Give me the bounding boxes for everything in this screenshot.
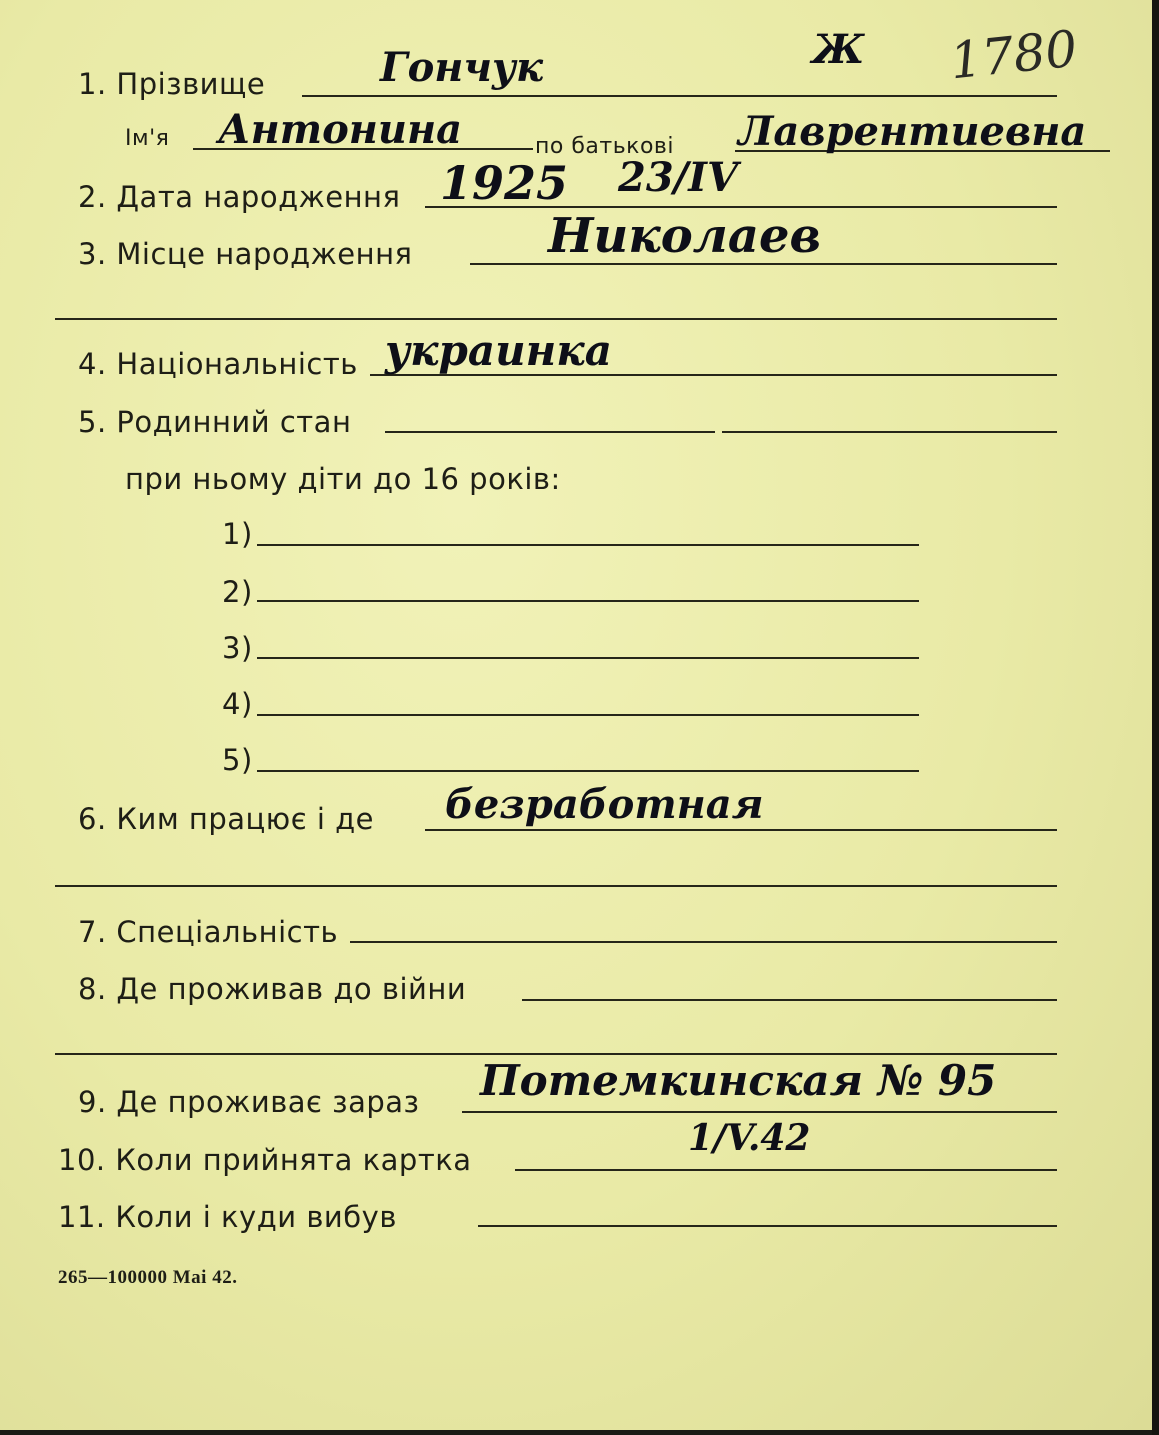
handwritten-corner-letter: Ж — [812, 26, 865, 73]
child-item-3: 3) — [222, 631, 253, 665]
departure-line — [478, 1225, 1057, 1227]
surname-line — [302, 95, 1057, 97]
child-line-2 — [257, 600, 919, 602]
child-item-5: 5) — [222, 743, 253, 777]
card-accepted-line — [515, 1169, 1057, 1171]
occupation-label: 6. Ким працює і де — [78, 802, 375, 836]
nationality-label: 4. Національність — [78, 347, 358, 381]
current-residence-line — [462, 1111, 1057, 1113]
handwritten-current-address: Потемкинская № 95 — [480, 1056, 997, 1105]
scan-edge — [1152, 0, 1159, 1435]
birthplace-continuation-line — [55, 318, 1057, 320]
prewar-residence-continuation-line — [55, 1053, 1057, 1055]
surname-label: 1. Прізвище — [78, 67, 266, 101]
child-line-4 — [257, 714, 919, 716]
handwritten-birth-year: 1925 — [440, 156, 569, 210]
children-label: при ньому діти до 16 років: — [125, 462, 561, 496]
patronymic-label: по батькові — [535, 134, 674, 159]
handwritten-nationality: украинка — [385, 326, 612, 375]
child-line-3 — [257, 657, 919, 659]
departure-label: 11. Коли і куди вибув — [58, 1200, 397, 1234]
handwritten-card-accepted: 1/V.42 — [688, 1117, 811, 1159]
handwritten-first-name: Антонина — [218, 106, 463, 153]
marital-status-line-a — [385, 431, 715, 433]
occupation-continuation-line — [55, 885, 1057, 887]
handwritten-patronymic: Лаврентиевна — [738, 108, 1087, 155]
child-item-1: 1) — [222, 517, 253, 551]
occupation-line — [425, 829, 1057, 831]
marital-status-label: 5. Родинний стан — [78, 405, 352, 439]
handwritten-occupation: безработная — [445, 781, 764, 828]
handwritten-birthplace: Николаев — [548, 208, 822, 264]
handwritten-birth-date: 23/IV — [618, 154, 739, 201]
child-line-1 — [257, 544, 919, 546]
marital-status-line-b — [722, 431, 1057, 433]
print-run-footer: 265—100000 Mai 42. — [58, 1267, 238, 1288]
handwritten-surname: Гончук — [380, 44, 544, 91]
child-item-4: 4) — [222, 687, 253, 721]
child-line-5 — [257, 770, 919, 772]
prewar-residence-label: 8. Де проживав до війни — [78, 972, 467, 1006]
handwritten-card-number: 1780 — [947, 19, 1080, 91]
specialty-line — [350, 941, 1057, 943]
current-residence-label: 9. Де проживає зараз — [78, 1085, 420, 1119]
prewar-residence-line — [522, 999, 1057, 1001]
card-accepted-label: 10. Коли прийнята картка — [58, 1143, 472, 1177]
specialty-label: 7. Спеціальність — [78, 915, 339, 949]
child-item-2: 2) — [222, 575, 253, 609]
birth-date-label: 2. Дата народження — [78, 180, 401, 214]
birthplace-label: 3. Місце народження — [78, 237, 413, 271]
name-label: Ім'я — [125, 126, 170, 151]
